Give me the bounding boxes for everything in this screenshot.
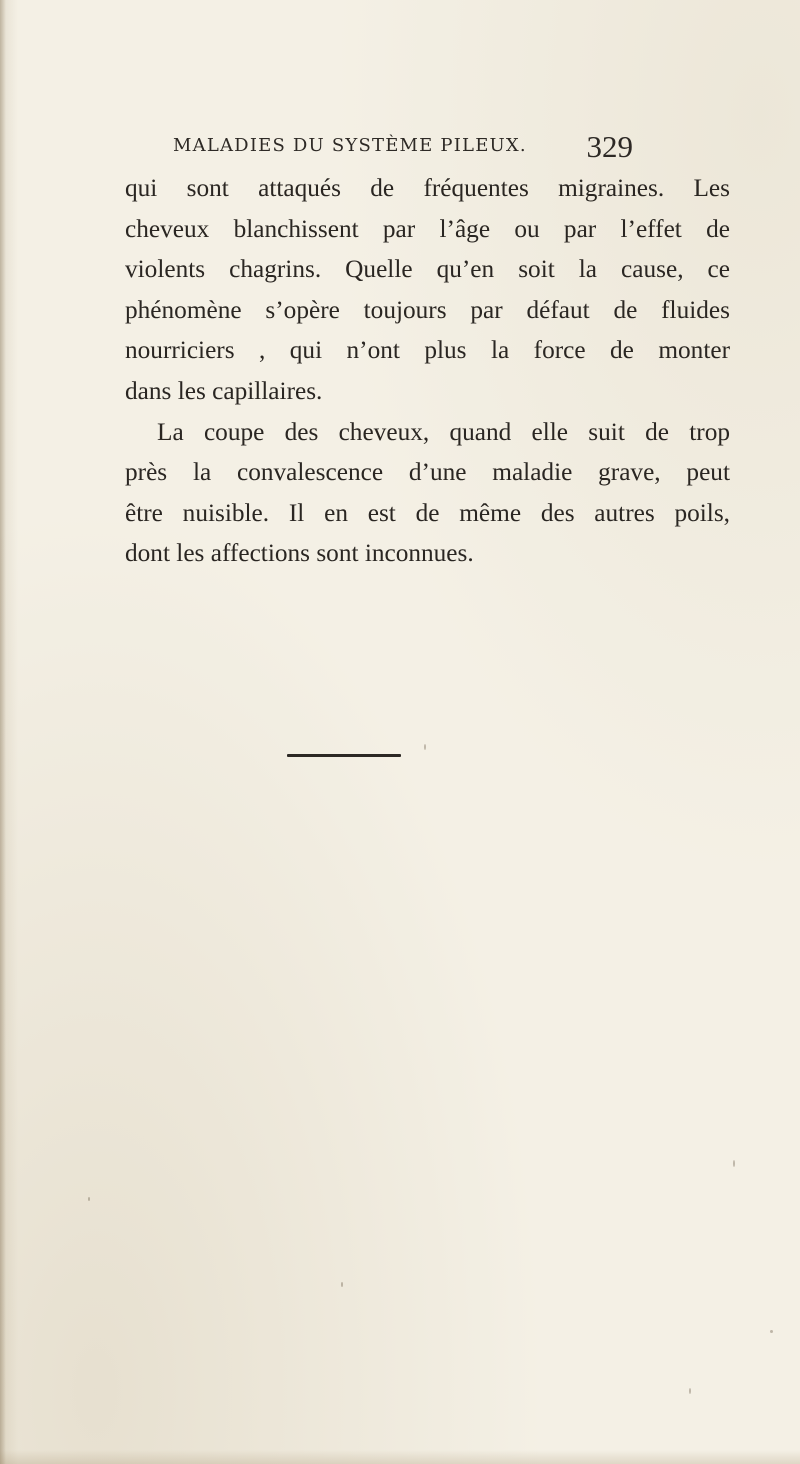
text-line: dans les capillaires.: [125, 376, 323, 405]
text-line: qui sont attaqués de fréquentes migraines. Les: [125, 174, 730, 202]
text-line: phénomène s’opère toujours par défaut de fluides: [125, 295, 730, 324]
paper-speck: [88, 1197, 90, 1201]
running-title: MALADIES DU SYSTÈME PILEUX.: [173, 135, 527, 156]
text-line: nourriciers , qui n’ont plus la force de monter: [125, 336, 730, 365]
paragraph-1: [125, 168, 730, 412]
page-header: [173, 129, 633, 165]
page-edge-shadow: [0, 0, 6, 1464]
text-line: près la convalescence d’une maladie grave, peut: [125, 458, 730, 487]
text-line: dont les affections sont inconnues.: [125, 539, 474, 568]
paper-speck: [689, 1388, 691, 1394]
page-bottom-wear: [0, 1450, 800, 1464]
paper-speck: [341, 1282, 343, 1287]
page-number: 329: [586, 129, 633, 164]
text-line: violents chagrins. Quelle qu’en soit la cause, ce: [125, 255, 730, 284]
body-text: [125, 168, 730, 574]
paper-speck: [424, 744, 426, 750]
paragraph-2: [125, 412, 730, 574]
text-line: cheveux blanchissent par l’âge ou par l’effet de: [125, 214, 730, 243]
paper-speck: [733, 1160, 735, 1167]
paper-speck: [770, 1330, 773, 1333]
text-line: La coupe des cheveux, quand elle suit de trop: [157, 417, 730, 446]
end-rule: [287, 754, 401, 757]
text-line: être nuisible. Il en est de même des autres poils,: [125, 498, 730, 527]
